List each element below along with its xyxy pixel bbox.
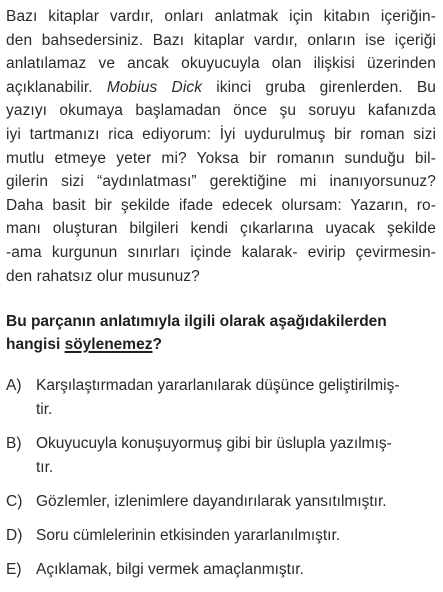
passage-line: den bahsedersiniz. Bazı kitaplar vardır, onların ise içeriği [6, 31, 436, 49]
passage-line: iyi tartmanızı rica ediyorum: İyi uydurulmuş bir roman sizi [6, 125, 436, 143]
question-line [6, 333, 436, 356]
option-letter: D) [6, 527, 23, 545]
option-text: Açıklamak, bilgi vermek amaçlanmıştır. [36, 561, 304, 579]
passage-line: manı oluşturan bilgileri kendi çıkarlarına uyacak şekilde [6, 220, 436, 238]
reading-passage [6, 5, 436, 288]
passage-line: mutlu etmeye yeter mi? Yoksa bir romanın sunduğu bil- [6, 149, 436, 167]
passage-text: açıklanabilir. [6, 78, 107, 96]
question-text: hangisi [6, 336, 65, 354]
passage-line: anlatılamaz ve ancak okuyucuyla olan ilişkisi üzerinden [6, 55, 436, 73]
option-text: tır. [36, 459, 54, 477]
book-title: Mobius Dick [106, 78, 203, 96]
question-stem [6, 310, 436, 356]
passage-line: -ama kurgunun sınırları içinde kalarak- evirip çevirmesin- [6, 243, 436, 261]
option-letter: B) [6, 435, 22, 453]
question-mark: ? [152, 336, 162, 354]
option-b[interactable] [6, 432, 436, 480]
passage-line: Daha basit bir şekilde ifade edecek olursam: Yazarın, ro- [6, 196, 436, 214]
option-text: Soru cümlelerinin etkisinden yararlanılmıştır. [36, 527, 341, 545]
question-card [6, 5, 436, 592]
passage-text: ikinci gruba girenlerden. Bu [202, 78, 436, 96]
option-text: Okuyucuyla konuşuyormuş gibi bir üslupla yazılmış- [36, 435, 392, 453]
passage-line: gilerin sizi “aydınlatması” gerektiğine mi inanıyorsunuz? [6, 173, 436, 191]
option-text: tir. [36, 401, 53, 419]
passage-line: Bazı kitaplar vardır, onları anlatmak için kitabın içeriğin- [6, 8, 436, 25]
option-c[interactable] [6, 490, 436, 514]
option-e[interactable] [6, 558, 436, 582]
option-a[interactable] [6, 374, 436, 422]
negation-keyword: söylenemez [64, 336, 153, 354]
option-text: Gözlemler, izlenimlere dayandırılarak yansıtılmıştır. [36, 493, 387, 511]
question-line: Bu parçanın anlatımıyla ilgili olarak aşağıdakilerden [6, 313, 387, 331]
passage-line-with-title [6, 76, 436, 100]
option-text: Karşılaştırmadan yararlanılarak düşünce geliştirilmiş- [36, 377, 400, 395]
option-letter: A) [6, 377, 22, 395]
answer-options [6, 374, 436, 582]
option-letter: E) [6, 561, 22, 579]
option-d[interactable] [6, 524, 436, 548]
option-letter: C) [6, 493, 23, 511]
passage-line: den rahatsız olur musunuz? [6, 267, 200, 285]
passage-line: yazıyı okumaya başlamadan önce şu soruyu kafanızda [6, 102, 436, 120]
